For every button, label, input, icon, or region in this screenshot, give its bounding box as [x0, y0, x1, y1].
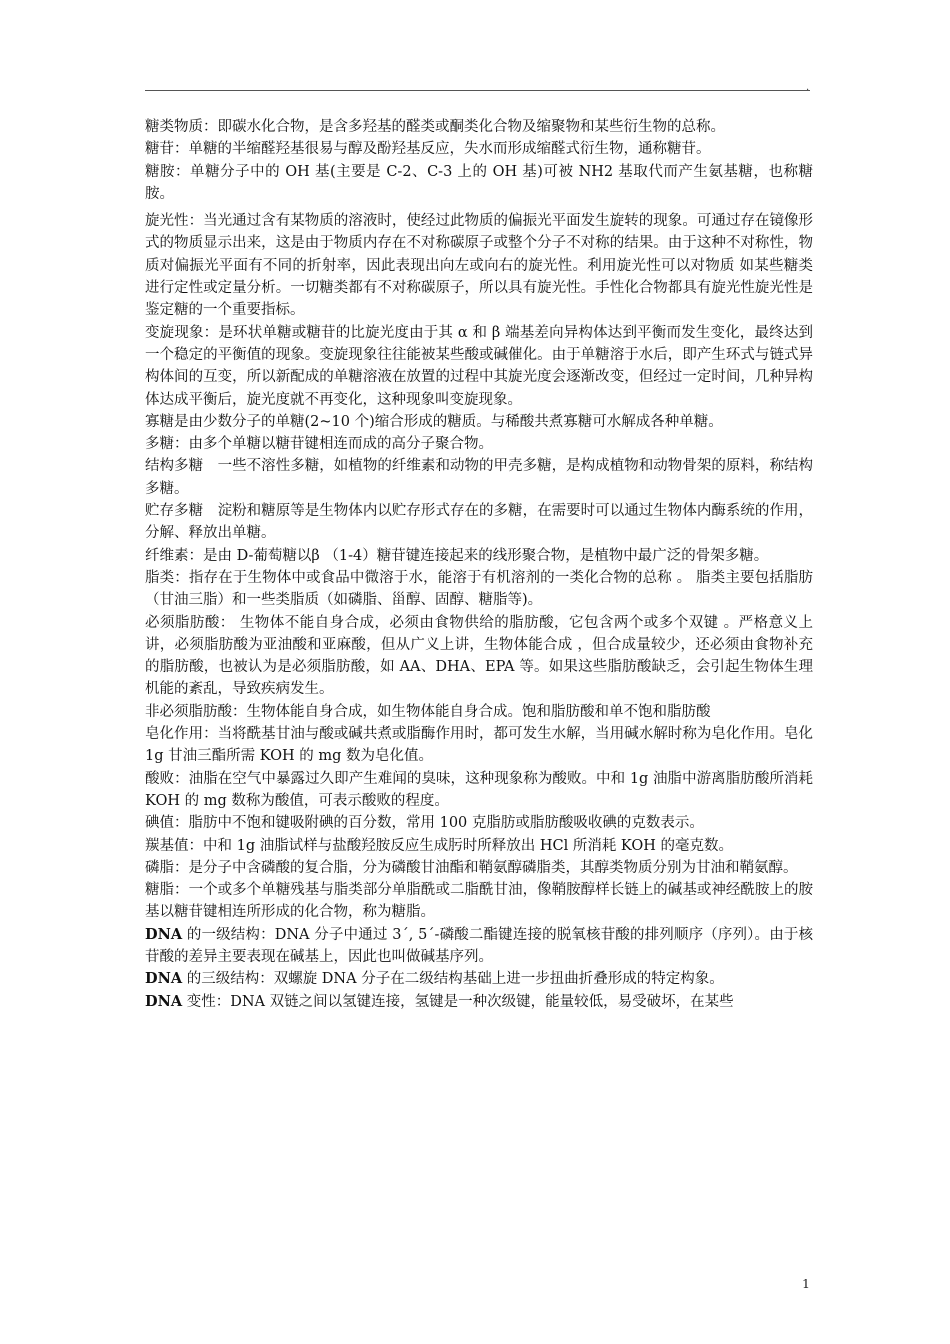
paragraph-structural-polysaccharide: 结构多糖 一些不溶性多糖，如植物的纤维素和动物的甲壳多糖，是构成植物和动物骨架的原料，称结构多糖。 — [145, 458, 813, 497]
document-body — [145, 116, 813, 1013]
paragraph-nonessential-fatty-acid: 非必须脂肪酸：生物体能自身合成，如生物体能自身合成。饱和脂肪酸和单不饱和脂肪酸 — [145, 703, 711, 720]
paragraph-polysaccharide: 多糖：由多个单糖以糖苷键相连而成的高分子聚合物。 — [145, 436, 493, 453]
dna-term: DNA — [145, 970, 183, 988]
paragraph-glycoside: 糖苷：单糖的半缩醛羟基很易与醇及酚羟基反应，失水而形成缩醛式衍生物，通称糖苷。 — [145, 141, 711, 158]
header-mark: . — [806, 82, 810, 93]
header-rule — [145, 90, 810, 91]
dna-primary-text: 的一级结构：DNA 分子中通过 3´, 5´-磷酸二酯键连接的脱氧核苷酸的排列顺序（序列）。由于核苷酸的差异主要表现在碱基上，因此也叫做碱基序列。 — [145, 926, 813, 965]
paragraph-carbonyl-value: 羰基值：中和 1g 油脂试样与盐酸羟胺反应生成肟时所释放出 HCl 所消耗 KOH 的毫克数。 — [145, 837, 734, 854]
paragraph-oligosaccharide: 寡糖是由少数分子的单糖(2~10 个)缩合形成的糖质。与稀酸共煮寡糖可水解成各种单糖。 — [145, 413, 723, 430]
paragraph-dna-denaturation — [145, 991, 813, 1013]
paragraph-optical-rotation: 旋光性：当光通过含有某物质的溶液时，使经过此物质的偏振光平面发生旋转的现象。可通过存在镜像形式的物质显示出来，这是由于物质内存在不对称碳原子或整个分子不对称的结果。由于这种不对称性，物质对偏振光平面有不同的折射率，因此表现出向左或向右的旋光性。利用旋光性可以对物质 如某些糖类 进行定性或定量分析。一切糖类都有不对称碳原子，所以具有旋光性。手性化合物都具有旋光性旋光性是鉴定糖的一个重要指标。 — [145, 213, 813, 319]
dna-denaturation-text: 变性：DNA 双链之间以氢键连接，氢键是一种次级键，能量较低，易受破坏，在某些 — [182, 993, 734, 1010]
paragraph-saponification: 皂化作用：当将酰基甘油与酸或碱共煮或脂酶作用时，都可发生水解，当用碱水解时称为皂化作用。皂化 1g 甘油三酯所需 KOH 的 mg 数为皂化值。 — [145, 726, 813, 765]
dna-tertiary-text: 的三级结构：双螺旋 DNA 分子在二级结构基础上进一步扭曲折叠形成的特定构象。 — [182, 971, 724, 988]
page-number: 1 — [802, 1276, 810, 1291]
paragraph-rancidity: 酸败：油脂在空气中暴露过久即产生难闻的臭味，这种现象称为酸败。中和 1g 油脂中游离脂肪酸所消耗 KOH 的 mg 数称为酸值，可表示酸败的程度。 — [145, 770, 813, 809]
paragraph-carbohydrate: 糖类物质：即碳水化合物，是含多羟基的醛类或酮类化合物及缩聚物和某些衍生物的总称。 — [145, 119, 725, 135]
paragraph-storage-polysaccharide: 贮存多糖 淀粉和糖原等是生物体内以贮存形式存在的多糖，在需要时可以通过生物体内酶系统的作用，分解、释放出单糖。 — [145, 503, 813, 542]
paragraph-dna-primary-structure — [145, 924, 813, 969]
paragraph-glycosamine: 糖胺：单糖分子中的 OH 基(主要是 C-2、C-3 上的 OH 基)可被 NH2 基取代而产生氨基糖，也称糖胺。 — [145, 163, 813, 202]
dna-term: DNA — [145, 992, 183, 1010]
paragraph-phospholipid: 磷脂：是分子中含磷酸的复合脂，分为磷酸甘油酯和鞘氨醇磷脂类，其醇类物质分别为甘油和鞘氨醇。 — [145, 859, 798, 876]
paragraph-cellulose: 纤维素：是由 D-葡萄糖以β （1-4）糖苷键连接起来的线形聚合物，是植物中最广泛的骨架多糖。 — [145, 547, 769, 564]
paragraph-iodine-value: 碘值：脂肪中不饱和键吸附碘的百分数，常用 100 克脂肪或脂肪酸吸收碘的克数表示。 — [145, 815, 704, 832]
paragraph-dna-tertiary-structure — [145, 968, 813, 990]
paragraph-essential-fatty-acid: 必须脂肪酸： 生物体不能自身合成，必须由食物供给的脂肪酸，它包含两个或多个双键 。严格意义上讲，必须脂肪酸为亚油酸和亚麻酸，但从广义上讲，生物体能合成 ，但合成量较少，还必须由食物补充的脂肪酸，也被认为是必须脂肪酸，如 AA、DHA、EPA 等。如果这些脂肪酸缺乏，会引起生物体生理机能的紊乱，导致疾病发生。 — [145, 614, 813, 698]
paragraph-glycolipid: 糖脂：一个或多个单糖残基与脂类部分单脂酰或二脂酰甘油，像鞘胺醇样长链上的碱基或神经酰胺上的胺基以糖苷键相连所形成的化合物，称为糖脂。 — [145, 882, 813, 921]
paragraph-mutarotation: 变旋现象：是环状单糖或糖苷的比旋光度由于其 α 和 β 端基差向异构体达到平衡而发生变化，最终达到一个稳定的平衡值的现象。变旋现象往往能被某些酸或碱催化。由于单糖溶于水后，即产生环式与链式异构体间的互变，所以新配成的单糖溶液在放置的过程中其旋光度会逐渐改变，但经过一定时间，几种异构体达成平衡后，旋光度就不再变化，这种现象叫变旋现象。 — [145, 324, 813, 408]
dna-term: DNA — [145, 925, 183, 943]
paragraph-lipids: 脂类：指存在于生物体中或食品中微溶于水，能溶于有机溶剂的一类化合物的总称 。 脂类主要包括脂肪（甘油三脂）和一些类脂质（如磷脂、甾醇、固醇、糖脂等)。 — [145, 569, 813, 609]
